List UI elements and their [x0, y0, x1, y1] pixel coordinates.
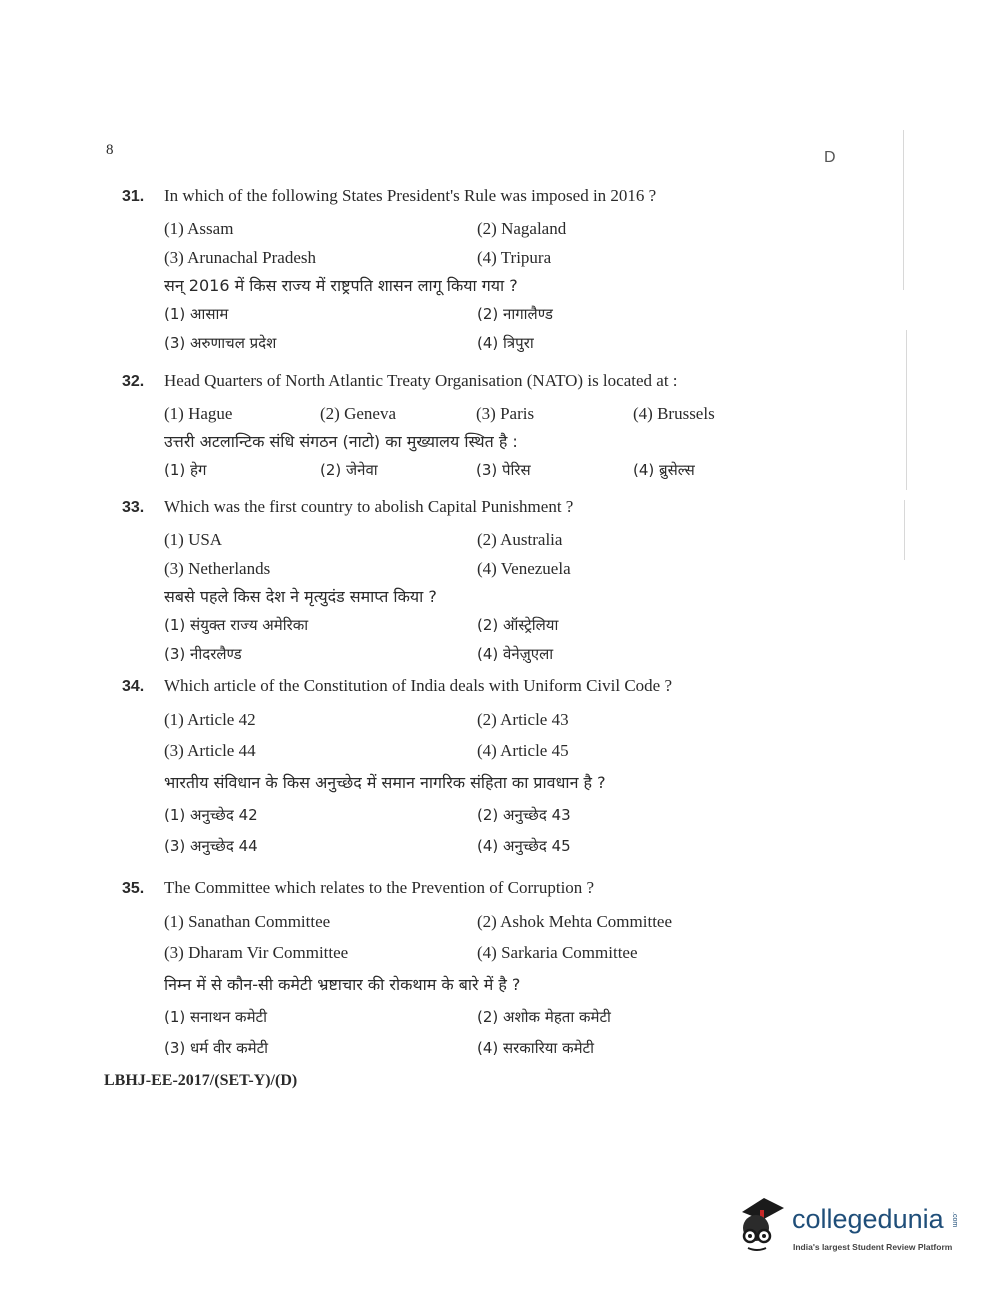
option: (1) Article 42: [164, 710, 256, 729]
option: (2) Nagaland: [477, 219, 567, 238]
paper-code: LBHJ-EE-2017/(SET-Y)/(D): [104, 1072, 298, 1089]
option-hi: (4) सरकारिया कमेटी: [477, 1039, 595, 1057]
option: (3) Article 44: [164, 741, 256, 760]
option-hi: (4) वेनेज़ुएला: [477, 645, 554, 663]
question-text-hi: सबसे पहले किस देश ने मृत्युदंड समाप्त किया ?: [164, 587, 437, 606]
set-letter: D: [824, 149, 836, 166]
option: (4) Tripura: [477, 248, 552, 267]
option-hi: (3) नीदरलैण्ड: [164, 645, 242, 663]
option: (2) Article 43: [477, 710, 569, 729]
option: (1) Sanathan Committee: [164, 912, 331, 931]
scan-edge-line: [903, 130, 904, 290]
question-number: 33.: [122, 499, 145, 516]
option-hi: (2) जेनेवा: [320, 461, 378, 479]
option: (4) Venezuela: [477, 559, 571, 578]
option: (3) Arunachal Pradesh: [164, 248, 317, 267]
question-text-en: Which article of the Constitution of India deals with Uniform Civil Code ?: [164, 676, 673, 695]
option-hi: (1) सनाथन कमेटी: [164, 1008, 267, 1026]
scan-edge-line: [904, 500, 905, 560]
option-hi: (3) धर्म वीर कमेटी: [164, 1039, 269, 1057]
brand-name: collegedunia: [792, 1204, 944, 1234]
scan-edge-line: [906, 330, 907, 490]
option: (3) Dharam Vir Committee: [164, 943, 349, 962]
option-hi: (2) अनुच्छेद 43: [477, 806, 571, 824]
option-hi: (2) ऑस्ट्रेलिया: [477, 616, 559, 634]
question-31: [122, 186, 762, 358]
question-number: 35.: [122, 880, 145, 897]
option: (2) Geneva: [320, 404, 396, 423]
question-text-en: In which of the following States President's Rule was imposed in 2016 ?: [164, 186, 657, 205]
question-text-en: The Committee which relates to the Prevention of Corruption ?: [164, 878, 595, 897]
collegedunia-brand[interactable]: [736, 1196, 961, 1258]
option: (1) Hague: [164, 404, 233, 423]
option-hi: (1) हेग: [164, 461, 207, 479]
brand-suffix: .com: [951, 1212, 958, 1228]
option: (1) USA: [164, 530, 223, 549]
mascot-logo-icon: [736, 1196, 786, 1254]
question-32: [122, 371, 762, 485]
page-number: 8: [106, 142, 114, 158]
question-text-hi: भारतीय संविधान के किस अनुच्छेद में समान नागरिक संहिता का प्रावधान है ?: [164, 773, 606, 792]
option: (2) Australia: [477, 530, 563, 549]
question-33: [122, 497, 762, 669]
option-hi: (3) अनुच्छेद 44: [164, 837, 258, 855]
question-text-hi: निम्न में से कौन-सी कमेटी भ्रष्टाचार की रोकथाम के बारे में है ?: [164, 975, 521, 994]
question-34: [122, 676, 762, 862]
option: (3) Paris: [476, 404, 535, 423]
question-text-hi: उत्तरी अटलान्टिक संधि संगठन (नाटो) का मुख्यालय स्थित है :: [164, 432, 518, 451]
option: (2) Ashok Mehta Committee: [477, 912, 673, 931]
option-hi: (4) अनुच्छेद 45: [477, 837, 571, 855]
option-hi: (2) अशोक मेहता कमेटी: [477, 1008, 611, 1026]
option-hi: (1) अनुच्छेद 42: [164, 806, 258, 824]
question-number: 32.: [122, 373, 145, 390]
option: (4) Brussels: [633, 404, 715, 423]
option-hi: (2) नागालैण्ड: [477, 305, 553, 323]
option-hi: (4) त्रिपुरा: [477, 334, 534, 352]
option-hi: (3) पेरिस: [476, 461, 531, 479]
option-hi: (1) आसाम: [164, 305, 229, 323]
option: (3) Netherlands: [164, 559, 271, 578]
question-text-en: Head Quarters of North Atlantic Treaty Organisation (NATO) is located at :: [164, 371, 678, 390]
option-hi: (3) अरुणाचल प्रदेश: [164, 334, 277, 352]
question-35: [122, 878, 762, 1064]
brand-tagline: India's largest Student Review Platform: [793, 1242, 953, 1252]
question-number: 31.: [122, 188, 145, 205]
option: (4) Sarkaria Committee: [477, 943, 638, 962]
option: (4) Article 45: [477, 741, 569, 760]
option-hi: (1) संयुक्त राज्य अमेरिका: [164, 616, 309, 634]
option-hi: (4) ब्रुसेल्स: [633, 461, 695, 479]
question-text-en: Which was the first country to abolish Capital Punishment ?: [164, 497, 574, 516]
question-number: 34.: [122, 678, 145, 695]
option: (1) Assam: [164, 219, 234, 238]
question-text-hi: सन् 2016 में किस राज्य में राष्ट्रपति शासन लागू किया गया ?: [164, 276, 518, 295]
